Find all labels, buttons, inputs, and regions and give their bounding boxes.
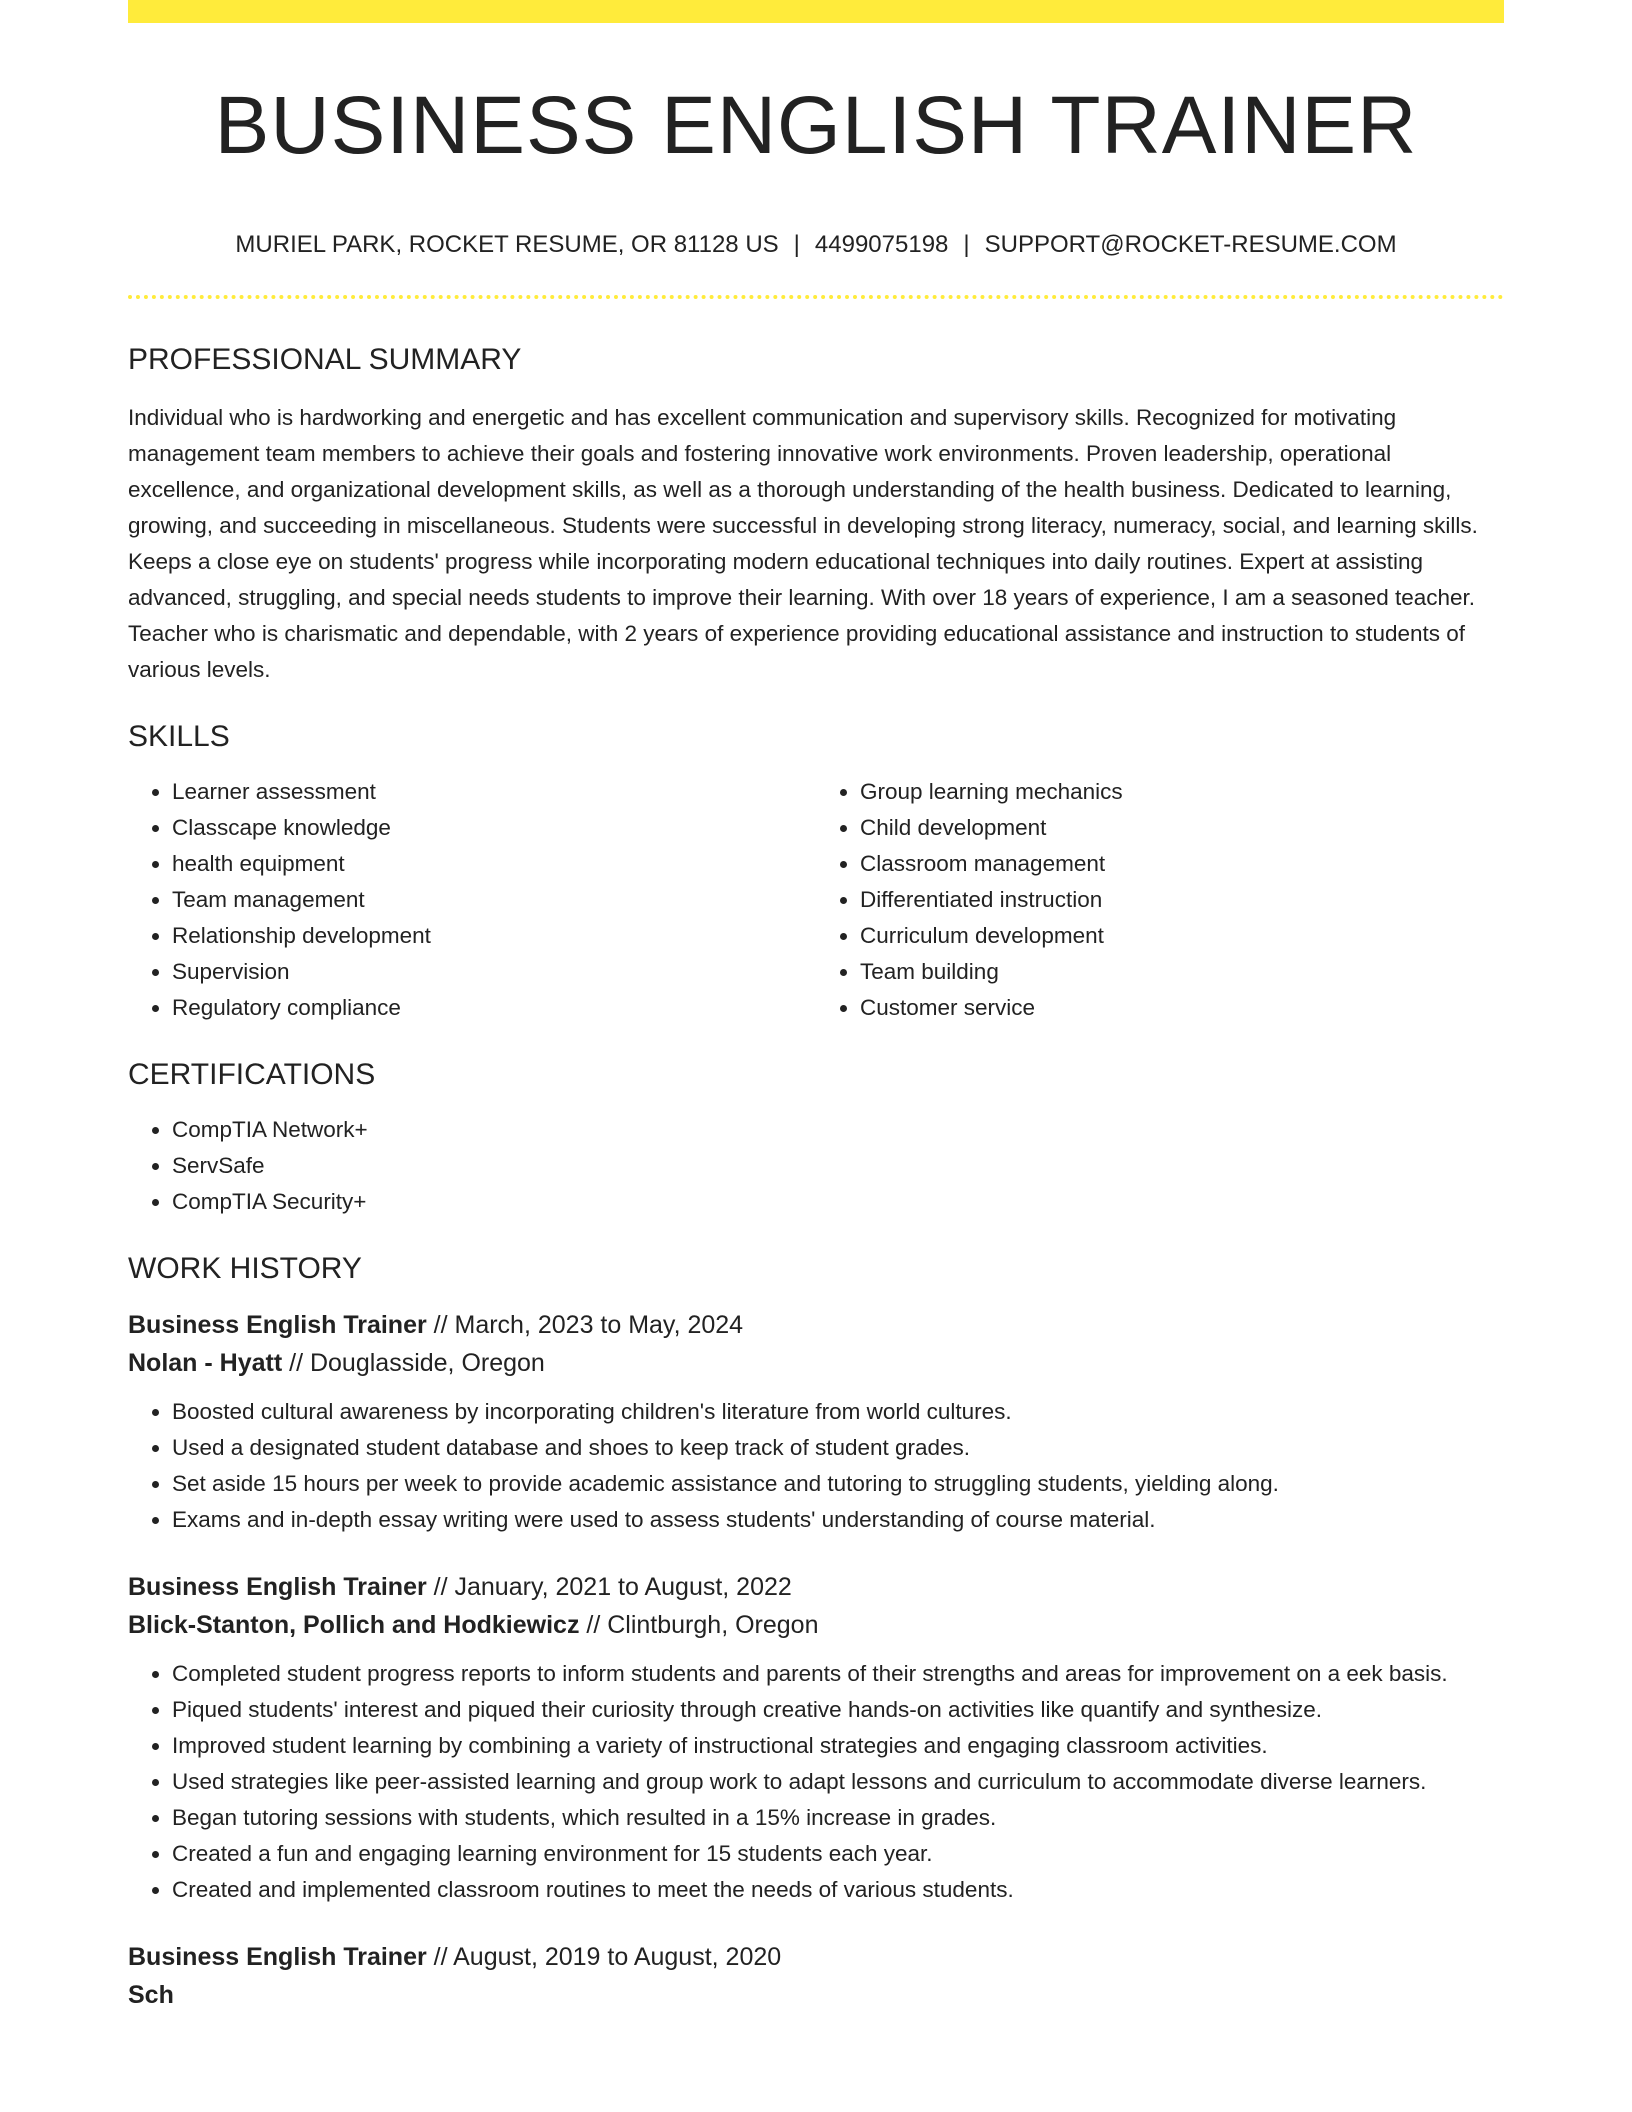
job-company-line: [128, 1344, 1504, 1382]
list-item: • Began tutoring sessions with students, which resulted in a 15% increase in grades.: [172, 1800, 1504, 1836]
certifications-list: [128, 1112, 1504, 1220]
job-company-line: [128, 1976, 1504, 2014]
list-item: • Relationship development: [172, 918, 816, 954]
job-company: Blick-Stanton, Pollich and Hodkiewicz: [128, 1611, 580, 1639]
contact-phone: 4499075198: [814, 231, 949, 258]
list-item: • Supervision: [172, 954, 816, 990]
resume-title: BUSINESS ENGLISH TRAINER: [214, 80, 1418, 171]
list-item: • Learner assessment: [172, 774, 816, 810]
job-title: Business English Trainer: [128, 1311, 427, 1339]
resume-page: [128, 0, 1504, 2014]
list-item: • Used strategies like peer-assisted learning and group work to adapt lessons and curriculum to accommodate diverse learners.: [172, 1764, 1504, 1800]
list-item: • CompTIA Security+: [172, 1184, 1504, 1220]
work-history-heading: WORK HISTORY: [128, 1252, 362, 1285]
certifications-heading: CERTIFICATIONS: [128, 1058, 376, 1091]
job-company: Sch: [128, 1981, 174, 2009]
job-location: // Clintburgh, Oregon: [579, 1611, 819, 1639]
list-item: • Created a fun and engaging learning environment for 15 students each year.: [172, 1836, 1504, 1872]
list-item: • Exams and in-depth essay writing were used to assess students' understanding of course material.: [172, 1502, 1504, 1538]
skills-grid: [128, 774, 1504, 1026]
list-item: • Boosted cultural awareness by incorporating children's literature from world cultures.: [172, 1394, 1504, 1430]
job-title: Business English Trainer: [128, 1573, 427, 1601]
job-title: Business English Trainer: [128, 1943, 427, 1971]
summary-text: Individual who is hardworking and energetic and has excellent communication and supervisory skills. Recognized for motivating management team members to achieve their goals and fostering innovative work environments. Proven leadership, operational excellence, and organizational development skills, as well as a thorough understanding of the health business. Dedicated to learning, growing, and succeeding in miscellaneous. Students were successful in developing strong literacy, numeracy, social, and learning skills. Keeps a close eye on students' progress while incorporating modern educational techniques into daily routines. Expert at assisting advanced, struggling, and special needs students to improve their learning. With over 18 years of experience, I am a seasoned teacher. Teacher who is charismatic and dependable, with 2 years of experience providing educational assistance and instruction to students of various levels.: [128, 405, 1478, 682]
list-item: • Created and implemented classroom routines to meet the needs of various students.: [172, 1872, 1504, 1908]
contact-email: SUPPORT@ROCKET-RESUME.COM: [984, 231, 1397, 258]
list-item: • Customer service: [860, 990, 1504, 1026]
job-company-line: [128, 1606, 1504, 1644]
skills-heading: SKILLS: [128, 720, 230, 753]
job-entry: [128, 1938, 1504, 2014]
job-location: // Douglasside, Oregon: [282, 1349, 545, 1377]
job-dates: // January, 2021 to August, 2022: [426, 1573, 792, 1601]
contact-line: [128, 233, 1504, 257]
job-title-line: [128, 1568, 1504, 1606]
contact-separator: |: [793, 231, 800, 258]
list-item: • Completed student progress reports to inform students and parents of their strengths and areas for improvement on a eek basis.: [172, 1656, 1504, 1692]
list-item: • Regulatory compliance: [172, 990, 816, 1026]
list-item: • Classroom management: [860, 846, 1504, 882]
job-title-line: [128, 1306, 1504, 1344]
list-item: • Piqued students' interest and piqued their curiosity through creative hands-on activities like quantify and synthesize.: [172, 1692, 1504, 1728]
job-bullets: [128, 1394, 1504, 1538]
accent-top-bar: [128, 0, 1504, 23]
list-item: • Team management: [172, 882, 816, 918]
job-entry: [128, 1306, 1504, 1538]
list-item: • Classcape knowledge: [172, 810, 816, 846]
job-dates: // August, 2019 to August, 2020: [426, 1943, 782, 1971]
skills-right-list: [816, 774, 1504, 1026]
dotted-divider: [128, 295, 1504, 299]
job-entry: [128, 1568, 1504, 1908]
list-item: • Used a designated student database and shoes to keep track of student grades.: [172, 1430, 1504, 1466]
job-company: Nolan - Hyatt: [128, 1349, 283, 1377]
list-item: • ServSafe: [172, 1148, 1504, 1184]
list-item: • Child development: [860, 810, 1504, 846]
summary-heading: PROFESSIONAL SUMMARY: [128, 343, 522, 376]
contact-address: MURIEL PARK, ROCKET RESUME, OR 81128 US: [235, 231, 779, 258]
list-item: • CompTIA Network+: [172, 1112, 1504, 1148]
skills-left-list: [128, 774, 816, 1026]
job-title-line: [128, 1938, 1504, 1976]
list-item: • Curriculum development: [860, 918, 1504, 954]
list-item: • Improved student learning by combining a variety of instructional strategies and engaging classroom activities.: [172, 1728, 1504, 1764]
job-dates: // March, 2023 to May, 2024: [426, 1311, 744, 1339]
list-item: • Differentiated instruction: [860, 882, 1504, 918]
list-item: • Set aside 15 hours per week to provide academic assistance and tutoring to struggling students, yielding along.: [172, 1466, 1504, 1502]
list-item: • Group learning mechanics: [860, 774, 1504, 810]
list-item: • Team building: [860, 954, 1504, 990]
list-item: • health equipment: [172, 846, 816, 882]
contact-separator: |: [963, 231, 970, 258]
job-bullets: [128, 1656, 1504, 1908]
